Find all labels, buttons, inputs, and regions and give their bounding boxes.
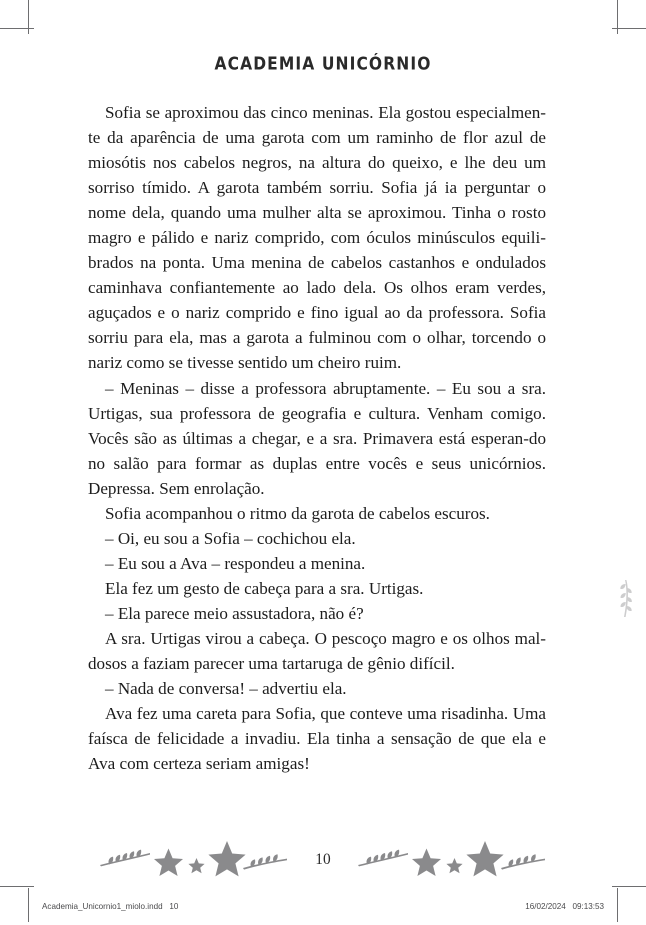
paragraph: – Ela parece meio assustadora, não é? <box>105 603 364 623</box>
margin-leaf-icon <box>612 578 638 620</box>
paragraph: – Nada de conversa! – advertiu ela. <box>105 679 347 699</box>
crop-mark-bottom-left-horizontal <box>0 886 34 887</box>
paragraph: Ava fez uma careta para Sofia, que conteve uma risadinha. Uma faísca de felicidade a invadiu. Ela tinha a sensação de que ela e Ava com certeza seriam amigas! <box>88 704 546 774</box>
paragraph: – Oi, eu sou a Sofia – cochichou ela. <box>105 528 356 548</box>
running-head-title: ACADEMIA UNICÓRNIO <box>214 53 432 75</box>
page-number: 10 <box>315 851 331 868</box>
paragraph: – Eu sou a Ava – respondeu a menina. <box>105 553 366 573</box>
paragraph: Sofia se aproximou das cinco meninas. Ela gostou especialmen-te da aparência de uma garota com um raminho de flor azul de miosótis nos cabelos negros, na altura do queixo, e lhe deu um sorriso tímido. A garota também sorriu. Sofia já ia perguntar o nome dela, quando uma mulher alta se aproximou. Tinha o rosto magro e pálido e nariz comprido, com óculos minúsculos equili-brados na ponta. Uma menina de cabelos castanhos e ondulados caminhava confiantemente ao lado dela. Os olhos eram verdes, aguçados e o nariz comprido e fino igual ao da professora. Sofia sorriu para ela, mas a garota a fulminou com o olhar, torcendo o nariz como se tivesse sentido um cheiro ruim. <box>88 103 546 373</box>
vine-stars-ornament-right <box>354 840 550 880</box>
paragraph: Ela fez um gesto de cabeça para a sra. Urtigas. <box>105 578 424 598</box>
crop-mark-top-right-horizontal <box>612 28 646 29</box>
paragraph: A sra. Urtigas virou a cabeça. O pescoço magro e os olhos mal-dosos a faziam parecer uma tartaruga de gênio difícil. <box>88 628 546 674</box>
page-body-text <box>88 100 546 776</box>
paragraph: – Meninas – disse a professora abruptamente. – Eu sou a sra. Urtigas, sua professora de geografia e cultura. Venham comigo. Vocês são as últimas a chegar, e a sra. Primavera está esperan-do no salão para formar as duplas entre vocês e seus unicórnios. Depressa. Sem enrolação. <box>88 378 546 498</box>
crop-mark-bottom-right-horizontal <box>612 886 646 887</box>
crop-mark-top-left-horizontal <box>0 28 34 29</box>
paragraph: Sofia acompanhou o ritmo da garota de cabelos escuros. <box>105 503 490 523</box>
vine-stars-ornament-left <box>96 840 292 880</box>
imposition-slug-bar <box>0 902 646 920</box>
page-footer <box>0 838 646 882</box>
slug-filename: Academia_Unicornio1_miolo.indd 10 <box>42 902 179 911</box>
slug-timestamp: 16/02/2024 09:13:53 <box>525 902 604 911</box>
